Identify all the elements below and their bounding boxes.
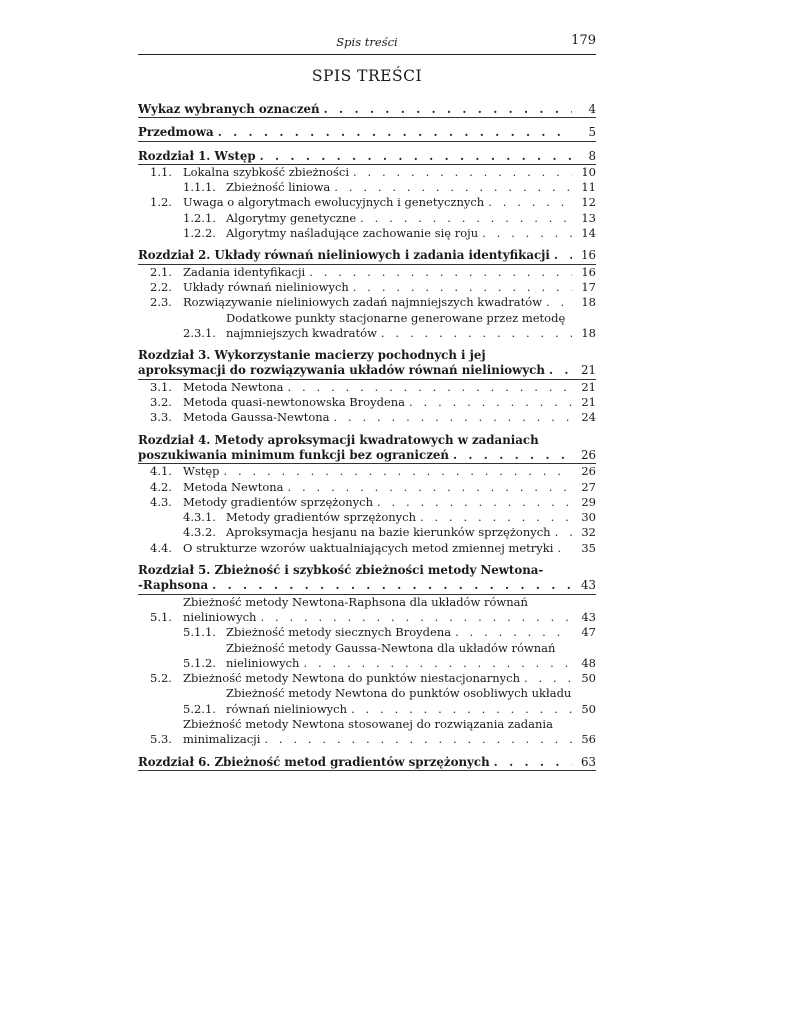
toc-entry-page: 26 — [580, 447, 596, 462]
divider — [138, 141, 596, 142]
toc-entry-title: Zbieżność metody siecznych Broydena — [226, 625, 452, 640]
toc-entry-page: 14 — [581, 226, 596, 241]
dot-leader — [381, 326, 572, 341]
dot-leader — [409, 395, 572, 410]
dot-leader — [524, 671, 572, 686]
dot-leader — [288, 480, 572, 495]
dot-leader — [218, 125, 572, 140]
toc-entry-number: 5.1.2. — [183, 655, 216, 670]
dot-leader — [482, 226, 572, 241]
dot-leader — [360, 211, 572, 226]
toc-entry-page: 16 — [580, 248, 596, 263]
dot-leader — [224, 464, 572, 479]
toc-entry-title-line: Zbieżność metody Newtona do punktów osobliwych układu — [226, 686, 572, 701]
dot-leader — [260, 610, 572, 625]
divider — [138, 117, 596, 118]
toc-section-1-1[interactable] — [138, 165, 596, 180]
toc-entry-title-line: Rozdział 5. Zbieżność i szybkość zbieżności metody Newtona- — [138, 563, 544, 578]
toc-subsection-2-3-1[interactable] — [138, 311, 596, 342]
toc-entry-page: 4 — [588, 102, 596, 116]
toc-entry-title-line: Zbieżność metody Newtona stosowanej do rozwiązania zadania — [183, 716, 553, 731]
toc-entry-page: 35 — [581, 540, 596, 555]
dot-leader — [557, 541, 572, 556]
toc-entry-page: 56 — [581, 732, 596, 747]
toc-entry-page: 13 — [581, 210, 596, 225]
toc-entry-title: Rozdział 6. Zbieżność metod gradientów sprzężonych — [138, 754, 490, 769]
toc-entry-number: 3.1. — [150, 379, 172, 394]
toc-entry-title-line: poszukiwania minimum funkcji bez ograniczeń — [138, 447, 449, 462]
toc-entry-title: Wstęp — [183, 464, 220, 479]
toc-title: SPIS TREŚCI — [311, 67, 423, 85]
dot-leader — [324, 102, 572, 117]
toc-entry-page: 21 — [581, 395, 596, 410]
toc-entry-page: 11 — [581, 180, 596, 195]
toc-entry-page: 5 — [588, 125, 596, 140]
toc-entry-number: 1.2.1. — [183, 210, 216, 225]
toc-entry-page: 12 — [581, 195, 596, 210]
divider — [138, 770, 596, 771]
toc-subsection-1-2-1[interactable] — [138, 211, 596, 226]
toc-section-2-3[interactable] — [138, 295, 596, 310]
toc-entry-number: 4.4. — [150, 540, 172, 555]
toc-entry-number: 5.1.1. — [183, 625, 216, 640]
toc-entry-title: Metoda Gaussa-Newtona — [183, 410, 330, 425]
toc-chapter-4[interactable] — [138, 433, 596, 464]
toc-entry-title: Algorytmy genetyczne — [226, 210, 357, 225]
dot-leader — [212, 578, 572, 593]
dot-leader — [420, 510, 572, 525]
toc-entry-page: 18 — [581, 325, 596, 340]
dot-leader — [309, 265, 572, 280]
toc-entry-title-line: równań nieliniowych — [226, 701, 348, 716]
dot-leader — [453, 448, 572, 463]
toc-entry-number: 5.1. — [150, 609, 172, 624]
toc-entry-number: 5.2. — [150, 671, 172, 686]
toc-entry-title: Rozwiązywanie nieliniowych zadań najmniejszych kwadratów — [183, 295, 543, 310]
toc-section-1-2[interactable] — [138, 195, 596, 210]
toc-entry-title-line: minimalizacji — [183, 732, 261, 747]
toc-entry-number: 4.3.1. — [183, 510, 216, 525]
page — [138, 32, 596, 771]
toc-entry-title: Rozdział 1. Wstęp — [138, 148, 256, 163]
toc-section-3-1[interactable] — [138, 380, 596, 395]
toc-entry-number: 4.1. — [150, 464, 172, 479]
toc-section-4-3[interactable] — [138, 495, 596, 510]
toc-entry-number: 4.2. — [150, 479, 172, 494]
toc-subsection-5-2-1[interactable] — [138, 686, 596, 717]
toc-entry-page: 32 — [581, 525, 596, 540]
toc-entry-number: 1.1.1. — [183, 180, 216, 195]
dot-leader — [377, 495, 572, 510]
toc-entry-title-line: Zbieżność metody Gaussa-Newtona dla układów równań — [226, 640, 556, 655]
dot-leader — [351, 702, 572, 717]
toc-subsection-1-1-1[interactable] — [138, 180, 596, 195]
toc-entry-title: Algorytmy naśladujące zachowanie się roju — [226, 226, 479, 241]
toc-entry-number: 2.2. — [150, 279, 172, 294]
toc-chapter-5[interactable] — [138, 563, 596, 594]
toc-section-5-3[interactable] — [138, 717, 596, 748]
dot-leader — [549, 363, 572, 378]
toc-entry-title: Uwaga o algorytmach ewolucyjnych i genetycznych — [183, 195, 485, 210]
toc-entry-title: Zbieżność metody Newtona do punktów niestacjonarnych — [183, 671, 521, 686]
toc-entry-title-line: nieliniowych — [183, 609, 257, 624]
dot-leader — [303, 656, 572, 671]
dot-leader — [334, 410, 572, 425]
toc-entry-page: 10 — [581, 164, 596, 179]
toc-entry-page: 21 — [580, 363, 596, 378]
header-rule — [138, 54, 596, 55]
toc-entry-page: 50 — [581, 671, 596, 686]
toc-entry-page: 27 — [581, 479, 596, 494]
toc-subsection-4-3-2[interactable] — [138, 525, 596, 540]
toc-subsection-4-3-1[interactable] — [138, 510, 596, 525]
toc-entry-number: 2.1. — [150, 264, 172, 279]
toc-entry-title-line: Zbieżność metody Newtona-Raphsona dla układów równań — [183, 594, 528, 609]
toc-entry-page: 47 — [581, 625, 596, 640]
dot-leader — [260, 149, 572, 164]
toc-section-3-2[interactable] — [138, 395, 596, 410]
dot-leader — [353, 280, 572, 295]
table-of-contents — [138, 102, 596, 771]
toc-entry-page: 48 — [581, 655, 596, 670]
toc-entry-title: Lokalna szybkość zbieżności — [183, 164, 350, 179]
toc-entry-title: Metody gradientów sprzężonych — [226, 510, 417, 525]
dot-leader — [455, 625, 572, 640]
toc-section-4-4[interactable] — [138, 541, 596, 556]
toc-entry-number: 1.1. — [150, 164, 172, 179]
toc-entry-page: 18 — [581, 295, 596, 310]
toc-entry-page: 43 — [580, 578, 596, 593]
toc-entry-title-line: Dodatkowe punkty stacjonarne generowane przez metodę — [226, 310, 566, 325]
toc-entry-number: 5.3. — [150, 732, 172, 747]
toc-entry-number: 4.3.2. — [183, 525, 216, 540]
toc-entry-number: 4.3. — [150, 494, 172, 509]
toc-chapter-1[interactable] — [138, 149, 596, 164]
toc-entry-title: Metoda Newtona — [183, 379, 284, 394]
toc-subsection-5-1-1[interactable] — [138, 625, 596, 640]
dot-leader — [288, 380, 572, 395]
toc-subsection-5-1-2[interactable] — [138, 641, 596, 672]
toc-entry-page: 16 — [581, 264, 596, 279]
toc-entry-page: 26 — [581, 464, 596, 479]
toc-entry-number: 3.3. — [150, 410, 172, 425]
toc-entry-wykaz[interactable] — [138, 102, 596, 117]
dot-leader — [353, 165, 572, 180]
toc-entry-page: 24 — [581, 410, 596, 425]
toc-entry-title: Zadania identyfikacji — [183, 264, 306, 279]
toc-entry-title-line: najmniejszych kwadratów — [226, 325, 377, 340]
toc-entry-title: Metoda quasi-newtonowska Broydena — [183, 395, 406, 410]
toc-entry-title: Rozdział 2. Układy równań nieliniowych i zadania identyfikacji — [138, 248, 550, 263]
dot-leader — [488, 195, 572, 210]
toc-entry-title: Wykaz wybranych oznaczeń — [138, 102, 320, 116]
toc-section-2-2[interactable] — [138, 280, 596, 295]
toc-entry-title-line: Rozdział 4. Metody aproksymacji kwadratowych w zadaniach — [138, 432, 539, 447]
toc-entry-number: 5.2.1. — [183, 701, 216, 716]
toc-entry-number: 2.3.1. — [183, 325, 216, 340]
toc-entry-title-line: aproksymacji do rozwiązywania układów równań nieliniowych — [138, 363, 545, 378]
toc-entry-page: 29 — [581, 494, 596, 509]
toc-chapter-3[interactable] — [138, 348, 596, 379]
toc-entry-number: 1.2. — [150, 195, 172, 210]
dot-leader — [546, 295, 572, 310]
toc-entry-page: 63 — [580, 754, 596, 769]
toc-chapter-2[interactable] — [138, 248, 596, 263]
toc-chapter-6[interactable] — [138, 755, 596, 770]
toc-entry-page: 30 — [581, 510, 596, 525]
dot-leader — [334, 180, 572, 195]
toc-entry-page: 50 — [581, 701, 596, 716]
toc-entry-title: Układy równań nieliniowych — [183, 279, 349, 294]
toc-entry-title-line: -Raphsona — [138, 578, 209, 593]
toc-entry-title-line: Rozdział 3. Wykorzystanie macierzy pochodnych i jej — [138, 348, 486, 363]
toc-entry-page: 8 — [588, 148, 596, 163]
dot-leader — [555, 525, 572, 540]
toc-section-4-1[interactable] — [138, 464, 596, 479]
toc-entry-title: Aproksymacja hesjanu na bazie kierunków sprzężonych — [226, 525, 551, 540]
dot-leader — [554, 248, 572, 263]
toc-entry-number: 2.3. — [150, 295, 172, 310]
running-head — [138, 32, 596, 52]
dot-leader — [264, 732, 572, 747]
toc-section-4-2[interactable] — [138, 480, 596, 495]
toc-subsection-1-2-2[interactable] — [138, 226, 596, 241]
toc-section-3-3[interactable] — [138, 410, 596, 425]
toc-section-2-1[interactable] — [138, 265, 596, 280]
toc-entry-title: Przedmowa — [138, 125, 214, 140]
running-title: Spis treści — [336, 35, 398, 49]
toc-section-5-1[interactable] — [138, 595, 596, 626]
toc-entry-title-line: nieliniowych — [226, 655, 300, 670]
toc-entry-title: Metody gradientów sprzężonych — [183, 494, 374, 509]
dot-leader — [494, 755, 572, 770]
toc-entry-page: 43 — [581, 609, 596, 624]
toc-entry-title: Metoda Newtona — [183, 479, 284, 494]
toc-entry-page: 17 — [581, 279, 596, 294]
page-number: 179 — [571, 33, 596, 48]
toc-section-5-2[interactable] — [138, 671, 596, 686]
toc-entry-number: 1.2.2. — [183, 226, 216, 241]
toc-entry-page: 21 — [581, 379, 596, 394]
toc-entry-title: Zbieżność liniowa — [226, 180, 331, 195]
toc-entry-number: 3.2. — [150, 395, 172, 410]
toc-entry-przedmowa[interactable] — [138, 125, 596, 140]
toc-entry-title: O strukturze wzorów uaktualniających metod zmiennej metryki — [183, 540, 554, 555]
